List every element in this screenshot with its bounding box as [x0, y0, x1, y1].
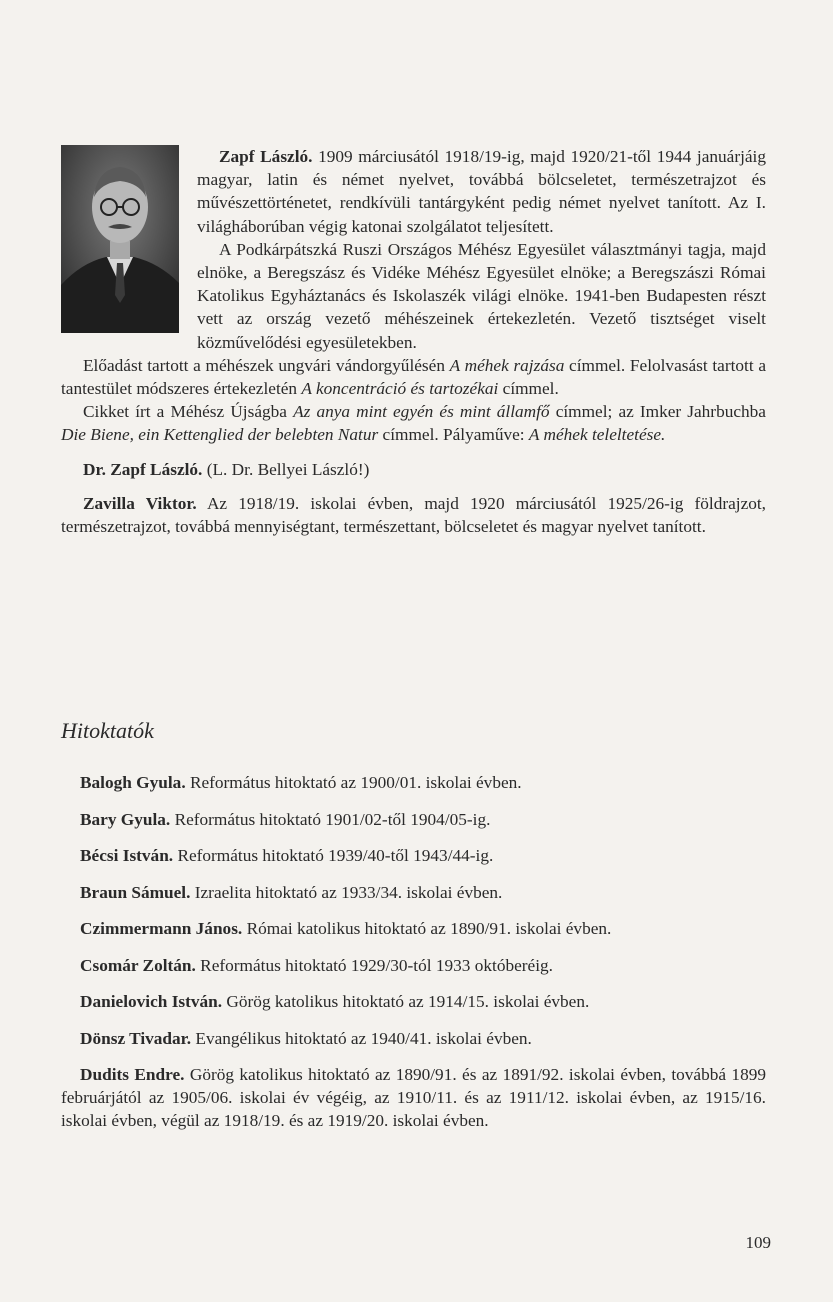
- list-item: Dudits Endre. Görög katolikus hitoktató az 1890/91. és az 1891/92. iskolai évben, továbbá 1899 februárjától az 1905/06. iskolai év végéig, az 1910/11. és az 1911/12. iskolai évben, az 1915/16. iskolai évben, végül az 1918/19. és az 1919/20. iskolai évben.: [61, 1065, 766, 1131]
- section-title: Hitoktatók: [61, 718, 154, 743]
- zapf-paragraph-1: Zapf László. 1909 márciusától 1918/19-ig, majd 1920/21-től 1944 januárjáig magyar, latin és német nyelvet, továbbá bölcseletet, természetrajzot és művészettörténetet, rendkívüli tantárgyként pedig német nyelvet tanított. Az I. világháborúban végig katonai szolgálatot teljesített.: [197, 147, 766, 236]
- zapf-paragraph-2: A Podkárpátszká Ruszi Országos Méhész Egyesület választmányi tagja, majd elnöke, a Beregszász és Vidéke Méhész Egyesület elnöke; a Beregszászi Római Katolikus Egyháztanács és Iskolaszék világi elnöke. 1941-ben Budapesten részt vett az ország vezető méhészeinek értekezletén. Vezető tisztséget viselt közművelődési egyesületekben.: [197, 239, 766, 352]
- person-name: Dr. Zapf László.: [83, 459, 203, 479]
- zapf-paragraph-4: Cikket írt a Méhész Újságba Az anya mint egyén és mint államfő címmel; az Imker Jahrbuchba Die Biene, ein Kettenglied der belebten Natur címmel. Pályaműve: A méhek teleltetése.: [61, 402, 766, 445]
- person-name: Csomár Zoltán.: [80, 955, 196, 975]
- list-item: Csomár Zoltán. Református hitoktató 1929/30-tól 1933 októberéig.: [80, 955, 553, 975]
- person-name: Zapf László.: [219, 147, 313, 166]
- page-number: 109: [745, 1233, 771, 1252]
- zapf-entry: [61, 145, 766, 538]
- person-name: Bary Gyula.: [80, 809, 171, 829]
- person-name: Zavilla Viktor.: [83, 493, 197, 513]
- list-item: Danielovich István. Görög katolikus hitoktató az 1914/15. iskolai évben.: [80, 992, 590, 1011]
- list-item: Braun Sámuel. Izraelita hitoktató az 1933/34. iskolai évben.: [80, 882, 503, 902]
- person-name: Danielovich István.: [80, 992, 223, 1011]
- person-name: Dönsz Tivadar.: [80, 1028, 192, 1048]
- person-name: Bécsi István.: [80, 846, 174, 865]
- person-name: Braun Sámuel.: [80, 882, 191, 902]
- person-name: Balogh Gyula.: [80, 773, 186, 792]
- list-item: Dönsz Tivadar. Evangélikus hitoktató az 1940/41. iskolai évben.: [80, 1028, 532, 1048]
- zavilla-entry: Zavilla Viktor. Az 1918/19. iskolai évben, majd 1920 márciusától 1925/26-ig földrajzot, természetrajzot, továbbá mennyiségtant, természettant, bölcseletet és magyar nyelvet tanított.: [61, 493, 766, 537]
- list-item: Bary Gyula. Református hitoktató 1901/02-től 1904/05-ig.: [80, 809, 491, 829]
- person-name: Dudits Endre.: [80, 1065, 185, 1084]
- zapf-paragraph-3: Előadást tartott a méhészek ungvári vándorgyűlésén A méhek rajzása címmel. Felolvasást tartott a tantestület módszeres értekezletén A koncentráció és tartozékai címmel.: [61, 355, 767, 399]
- person-name: Czimmermann János.: [80, 919, 243, 938]
- list-item: Balogh Gyula. Református hitoktató az 1900/01. iskolai évben.: [80, 773, 522, 792]
- list-item: Czimmermann János. Római katolikus hitoktató az 1890/91. iskolai évben.: [80, 919, 612, 938]
- dr-zapf-entry: Dr. Zapf László. (L. Dr. Bellyei László!): [83, 459, 370, 479]
- list-item: Bécsi István. Református hitoktató 1939/40-től 1943/44-ig.: [80, 846, 494, 865]
- hitoktatok-list: [61, 771, 766, 1146]
